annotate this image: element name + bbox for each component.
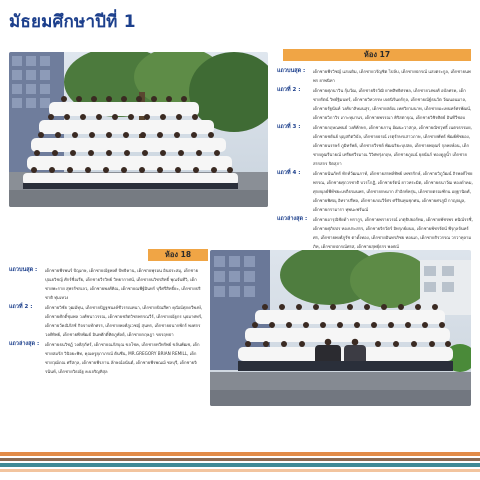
row-names: เด็กชายนันภัทร์ ทักท์วัฒนภาท์, เด็กชายสรพล์ทิพย์ เพชรรักษ์, เด็กชายวิภูวัฒน์ ถิรพงศ์ไชยพรรณ, เด็กชายศุภวรชาติ บวรโกฏิ, เด็กชายรัตน์ ยาวทระมิต, เด็กชายธนาวัฒ ทองดำคม, ศุกยบุลย์พีท์ชยะเทภีธรมนพร, เด็กชายกษมาก สำอิกท์หรุ่น, เด็กชายตรณฑักน อยุฐานิดศ์, เด็กชายพิศณุ อิทราปรีพล, เด็กชายภณวีร์ศร ศรีจินทุนชุกศน, เด็กชายศรภูมี กาญจมูล, เด็กชายกรามารา ทุพนะฟรันณ์: [313, 171, 473, 212]
room-17-row-top: [277, 67, 473, 85]
footer-stripe-teal: [0, 463, 480, 467]
room-18-class-photo: [210, 250, 471, 406]
page-title: มัธยมศึกษาปีที่ 1: [9, 12, 136, 32]
row-names: เด็กชายพีรพนร์ ปัญเกษ, เด็กชายณัฐพงศ์ ปัทธิคาน, เด็กชายพุรอน อินประสมุ, เด็กชายปุณยวิชญ์ ศักร์ชื่อเรีย, เด็กชายวีรวิทย์ วิทยากาศน์, เด็กชายนวิชรสิทธิ์ พุณจันทีวิ, เด็กชายพะราย สุพรรัชรเลว, เด็กชายพงศ์คิณ, เด็กชายณพีฐ์มินทร์ บุรีศรีสิทธิ์ยะ, เด็กชายปริชาติ ทุ่มเหวง: [45, 268, 201, 300]
row-label: แถวที่ 2 :: [277, 87, 301, 93]
room-17-row-bottom: [277, 215, 473, 251]
room-18-row-bottom: [9, 340, 203, 376]
row-label: แถวบนสุด :: [277, 68, 306, 74]
row-label: แถวบนสุด :: [9, 267, 38, 273]
row-label: แถวที่ 3 :: [277, 124, 301, 130]
room-17-row-3: [277, 123, 473, 168]
row-label: แถวล่างสุด :: [277, 216, 308, 222]
footer-stripe-brown: [0, 458, 480, 461]
room-18-row-top: [9, 266, 203, 302]
room-17-tab: ห้อง 17: [283, 49, 471, 61]
footer-stripe-orange: [0, 452, 480, 456]
room-18-row-2: [9, 303, 203, 339]
row-label: แถวที่ 4 :: [277, 170, 301, 176]
room-17-row-4: [277, 169, 473, 214]
row-label: แถวที่ 2 :: [9, 304, 33, 310]
row-names: เด็กชายธนวิชฏ์ วงศ์สุภัทร์, เด็กชายณภัสบุณ ขลโชค, เด็กชายทวีทรัพย์ ขลันพัฒช, เด็กชายสมรัส วินิจยะพิท, คุณครูยุภาภรณ์ ตันซีน, MR.GREGORY BRIAN REMILL, เด็กชายวุฒ์ภณ ศรีสกุล, เด็กชายพีรภาน ลักษณ์อนันต์, เด็กชายพีรพณฌ์ ชลบุรี, เด็กชายจิรนันท์, เด็กชายวิธณัฐ คงเจริญทิสุล: [45, 342, 200, 374]
row-names: เด็กชายอารุณิชัยด้า ทรากูร, เด็กชายพรายวรณ์ เกตุธิปยอร์ทม, เด็กชายพัชรพร คนิณ์รรชื่, เด็กชายศุภิปปร ทองประสรร, เด็กชายจิรวัตร์ อิทรุภย์ผนบ, เด็กชายพัชรรัตน์ พีรุกุลจันทร์ศร, เด็กชายพงศ์ภูรัช ตาดั้งทอง, เด็กชายอินทรภิชย ทอนเก, เด็กชายกิรวรรณ วรวาทุลามภิท, เด็กชายปกรณ์ศรส, เด็กชายสุพธุ์ธรร พงศณ์: [313, 217, 473, 249]
row-names: เด็กชายพีรวิชญ์ แสงเดิม, เด็กชายวรัญชิต ไปล์บ, เด็กชายปกรณ์ แสงตระกูล, เด็กชายนพพร ยาพนิทา: [313, 69, 471, 83]
row-names: เด็กชายกฤษณพนธ์ วงศ์ทักษก, เด็กชายภานุ อัฒนะวาสกุล, เด็กชายณิชวุทธิ์ เนตรธรรมย, เด็กชายชยันย์ บุญสกิตวิบัล, เด็กชายธรณ์ เรตุรักษรเสาวภาษ, เด็กชายพัทธ์ พัฒย์พัชยอง, เด็กชายนรรษร์ ภูมิทรัพย์, เด็กชายวีรชย์ พัฒฉริยะบุปสด, เด็กชายพฤฒร์ กุลพงษ์อน, เด็กชายภูฒรีฉายณ์ เทรียศวีรมาณ วิวิศทรุ่งกฤษ, เด็กชายภูณน์ ยุยนันก์ ทองดูลูน้ำ เด็กชายสรรสกร จิตสุภา: [313, 125, 472, 166]
row-names: เด็กชายศุภนาวิน กุ้มวัฒ, เด็กชายจิรวัฒิ ยาพสิทธิศรพล, เด็กชายวงพงศ์ อบัลศรค, เด็กชายรัตน์ วิทย์ฐิมนทร์, เด็กชายวิทวรรษ เจตนิรันดร์กุล, เด็กชายณัฐ์ธนวัต วัฒนอนมาล, เด็กชายรัฐนันท์ วงศ์บาลิษมนสุร, เด็กชายสดัณ เทศวิยามนาท, เด็กชายอะเทนทร์ศรพัฒน์, เด็กชายวิภาวิร เกาะหุมานร, เด็กชายพรรณา คิริสตาจุณ, เด็กชายวิชิรศิตย์ อินทีวีชอบ: [313, 88, 472, 120]
room-17-row-2: [277, 86, 473, 122]
footer-stripe-peach: [0, 469, 480, 472]
room-18-tab: ห้อง 18: [148, 249, 208, 261]
room-17-name-list: [277, 67, 473, 251]
room-17-class-photo: [9, 52, 268, 207]
room-18-name-list: [9, 266, 203, 376]
row-names: เด็กชายวิชัย วุฒมัทุน, เด็กชายปัฏฐชนงค์ชีวรรณทนา, เด็กชายปัณสีพา คุณิณ์ศุภดวีพงษ์, เด็กชายศักดิ์ชุมพล วงศ์ชนาวรรณ, เด็กชายชลิตวิชรพรรณวีร์, เด็กชายณัฐกร นุธมาศทร์, เด็กชายวัคณิภัสช์ กิจจาบทักศรร, เด็กชายพงศ์ภูเวชญ์ สุนทร, เด็กชายธนากพักร์ พงศกรวงศ์ทิพย์, เด็กชายพีรพัฒธ์ อินทศักดิ์ทิตภูพัลย์, เด็กชายกฤษฎา ขจรฤทธา: [45, 305, 203, 337]
row-label: แถวล่างสุด :: [9, 341, 40, 347]
